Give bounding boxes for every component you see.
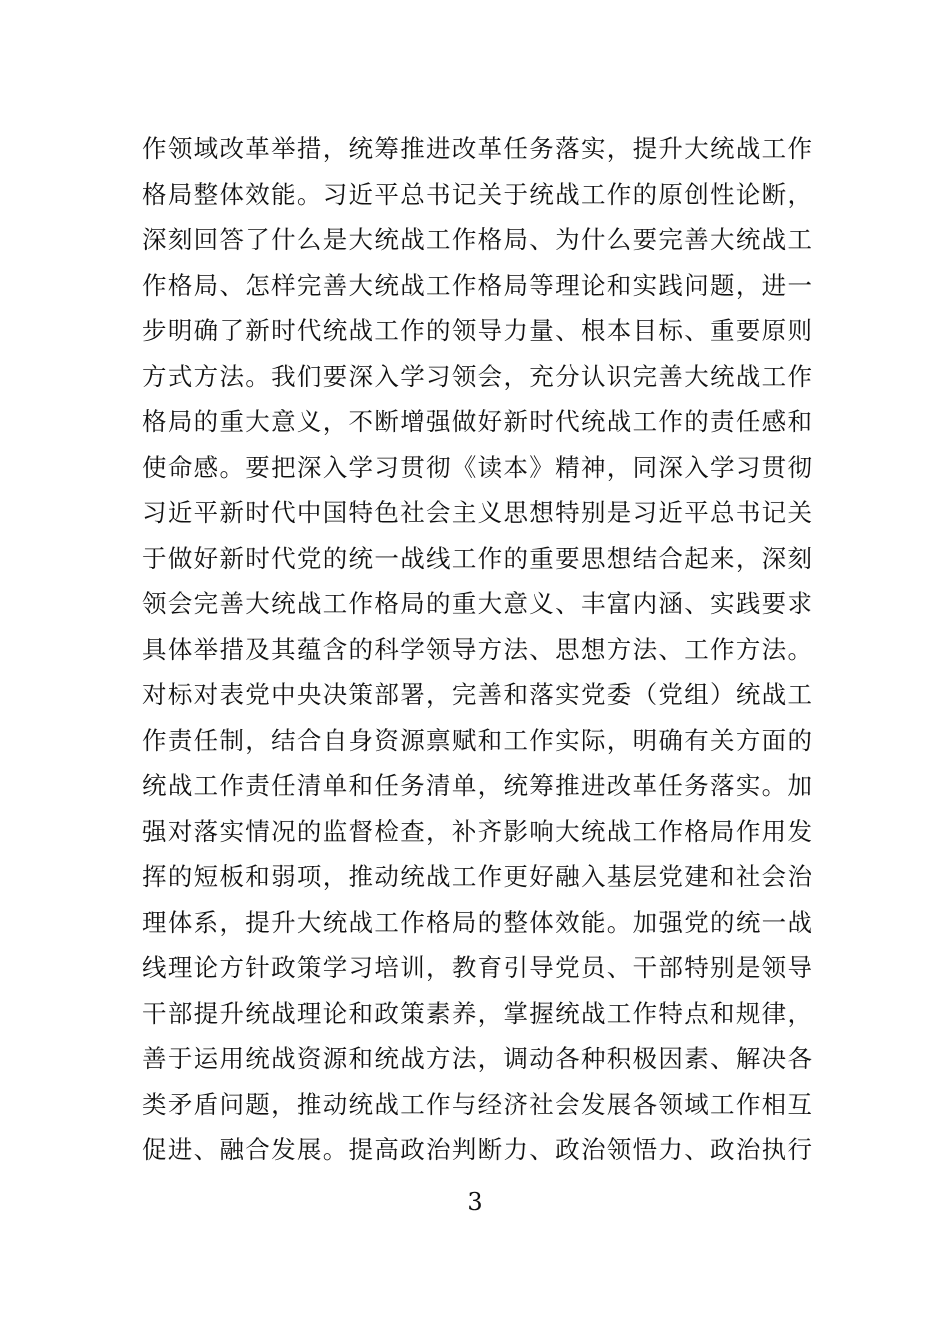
text-line: 作责任制，结合自身资源禀赋和工作实际，明确有关方面的 bbox=[142, 725, 812, 755]
text-line: 使命感。要把深入学习贯彻《读本》精神，同深入学习贯彻 bbox=[142, 452, 812, 482]
text-line: 类矛盾问题，推动统战工作与经济社会发展各领域工作相互 bbox=[142, 1089, 812, 1119]
text-line: 统战工作责任清单和任务清单，统筹推进改革任务落实。加 bbox=[142, 771, 812, 800]
text-line: 格局整体效能。习近平总书记关于统战工作的原创性论断， bbox=[142, 179, 812, 209]
text-line: 对标对表党中央决策部署，完善和落实党委（党组）统战工 bbox=[142, 680, 812, 709]
text-line: 深刻回答了什么是大统战工作格局、为什么要完善大统战工 bbox=[142, 225, 812, 254]
text-line: 善于运用统战资源和统战方法，调动各种积极因素、解决各 bbox=[142, 1044, 812, 1073]
text-line: 格局的重大意义，不断增强做好新时代统战工作的责任感和 bbox=[142, 407, 812, 436]
text-line: 作格局、怎样完善大统战工作格局等理论和实践问题，进一 bbox=[142, 270, 812, 300]
text-line: 干部提升统战理论和政策素养，掌握统战工作特点和规律， bbox=[142, 998, 812, 1028]
text-line: 促进、融合发展。提高政治判断力、政治领悟力、政治执行 bbox=[142, 1135, 812, 1164]
text-line: 线理论方针政策学习培训，教育引导党员、干部特别是领导 bbox=[142, 953, 812, 982]
body-text bbox=[142, 126, 812, 1173]
text-line: 强对落实情况的监督检查，补齐影响大统战工作格局作用发 bbox=[142, 816, 812, 846]
text-line: 步明确了新时代统战工作的领导力量、根本目标、重要原则 bbox=[142, 316, 812, 345]
text-line: 习近平新时代中国特色社会主义思想特别是习近平总书记关 bbox=[142, 498, 812, 527]
text-line: 于做好新时代党的统一战线工作的重要思想结合起来，深刻 bbox=[142, 543, 812, 573]
page-number: 3 bbox=[467, 1188, 483, 1216]
text-line: 理体系，提升大统战工作格局的整体效能。加强党的统一战 bbox=[142, 907, 812, 937]
text-line: 方式方法。我们要深入学习领会，充分认识完善大统战工作 bbox=[142, 361, 812, 391]
text-line: 领会完善大统战工作格局的重大意义、丰富内涵、实践要求 bbox=[142, 589, 812, 618]
text-line: 具体举措及其蕴含的科学领导方法、思想方法、工作方法。 bbox=[142, 634, 812, 664]
text-line: 作领域改革举措，统筹推进改革任务落实，提升大统战工作 bbox=[142, 134, 812, 163]
text-line: 挥的短板和弱项，推动统战工作更好融入基层党建和社会治 bbox=[142, 862, 812, 891]
